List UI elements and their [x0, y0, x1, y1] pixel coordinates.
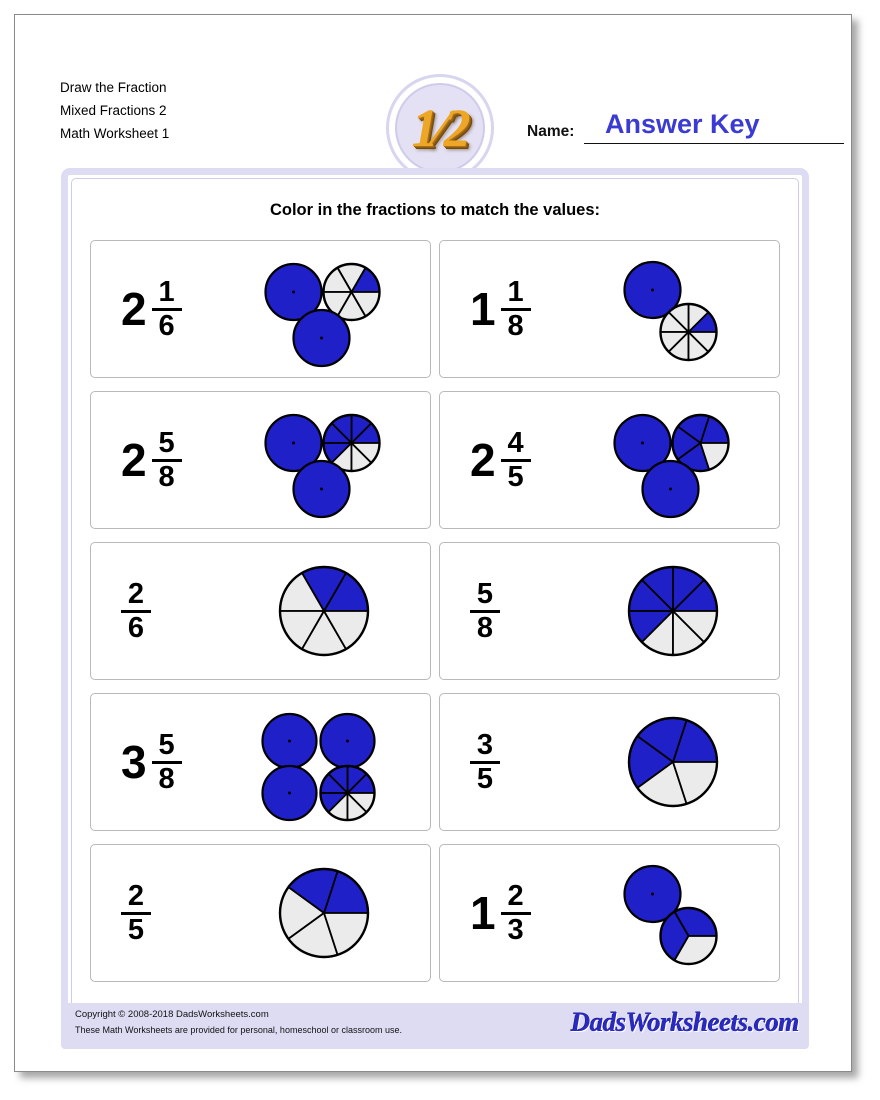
fraction-stack-6 [470, 579, 500, 644]
fraction-expression-1 [121, 241, 182, 377]
problem-cell-3[interactable] [90, 391, 431, 529]
numerator-7: 5 [158, 728, 175, 761]
numerator-6: 5 [476, 577, 494, 610]
half-fraction-logo-icon [386, 74, 494, 182]
shapes-area-10[interactable] [580, 845, 765, 981]
shapes-area-1[interactable] [231, 241, 416, 377]
whole-number-4: 2 [470, 434, 496, 486]
fraction-shapes-1 [231, 240, 416, 378]
whole-number-3: 2 [121, 434, 147, 486]
shapes-area-6[interactable] [580, 543, 765, 679]
fraction-expression-7 [121, 694, 182, 830]
problem-cell-2[interactable] [439, 240, 780, 378]
fraction-expression-6 [470, 543, 500, 679]
instructions-text: Color in the fractions to match the values: [269, 201, 601, 219]
usage-text: These Math Worksheets are provided for personal, homeschool or classroom use. [75, 1025, 402, 1035]
fraction-shapes-8 [580, 693, 765, 831]
problem-grid [90, 240, 780, 982]
fraction-shapes-4 [580, 391, 765, 529]
numerator-1: 1 [158, 275, 175, 308]
page-sheet [14, 14, 852, 1072]
numerator-9: 2 [127, 879, 145, 912]
fraction-expression-3 [121, 392, 182, 528]
problem-cell-1[interactable] [90, 240, 431, 378]
worksheet-footer [61, 1003, 809, 1049]
title-line-1: Draw the Fraction [60, 80, 167, 95]
shapes-area-7[interactable] [231, 694, 416, 830]
problem-cell-7[interactable] [90, 693, 431, 831]
problem-cell-4[interactable] [439, 391, 780, 529]
shapes-area-3[interactable] [231, 392, 416, 528]
denominator-9: 5 [127, 913, 145, 946]
denominator-6: 8 [476, 611, 494, 644]
shapes-area-4[interactable] [580, 392, 765, 528]
numerator-2: 1 [507, 275, 524, 308]
fraction-expression-2 [470, 241, 531, 377]
problem-cell-9[interactable] [90, 844, 431, 982]
name-underline [584, 143, 844, 144]
numerator-4: 4 [507, 426, 524, 459]
denominator-10: 3 [507, 913, 524, 946]
fraction-stack-5 [121, 579, 151, 644]
fraction-shapes-5 [231, 542, 416, 680]
denominator-5: 6 [127, 611, 145, 644]
shapes-area-5[interactable] [231, 543, 416, 679]
fraction-expression-8 [470, 694, 500, 830]
fraction-stack-9 [121, 881, 151, 946]
fraction-stack-10 [501, 881, 531, 946]
denominator-7: 8 [158, 762, 175, 795]
fraction-stack-8 [470, 730, 500, 795]
logo-half-glyph: 1⁄2 [411, 98, 469, 158]
numerator-10: 2 [507, 879, 524, 912]
fraction-expression-4 [470, 392, 531, 528]
answer-key-value: Answer Key [605, 109, 760, 139]
whole-number-2: 1 [470, 283, 496, 335]
problem-cell-5[interactable] [90, 542, 431, 680]
copyright-text: Copyright © 2008-2018 DadsWorksheets.com [75, 1009, 269, 1020]
whole-number-7: 3 [121, 736, 147, 788]
fraction-shapes-9 [231, 844, 416, 982]
problem-cell-10[interactable] [439, 844, 780, 982]
fraction-expression-5 [121, 543, 151, 679]
problem-cell-8[interactable] [439, 693, 780, 831]
fraction-shapes-7 [231, 693, 416, 831]
fraction-stack-3 [152, 428, 182, 493]
fraction-shapes-2 [580, 240, 765, 378]
denominator-4: 5 [507, 460, 524, 493]
title-line-3: Math Worksheet 1 [60, 126, 170, 141]
fraction-shapes-3 [231, 391, 416, 529]
numerator-3: 5 [158, 426, 175, 459]
problem-cell-6[interactable] [439, 542, 780, 680]
worksheet-header [15, 15, 853, 163]
fraction-expression-9 [121, 845, 151, 981]
fraction-stack-4 [501, 428, 531, 493]
worksheet-title-block [60, 76, 169, 145]
fraction-stack-1 [152, 277, 182, 342]
denominator-1: 6 [158, 309, 175, 342]
problems-panel [61, 168, 809, 1043]
fraction-expression-10 [470, 845, 531, 981]
numerator-5: 2 [127, 577, 145, 610]
denominator-8: 5 [476, 762, 494, 795]
denominator-2: 8 [507, 309, 524, 342]
denominator-3: 8 [158, 460, 175, 493]
whole-number-10: 1 [470, 887, 496, 939]
fraction-shapes-6 [580, 542, 765, 680]
fraction-stack-2 [501, 277, 531, 342]
fraction-shapes-10 [580, 844, 765, 982]
shapes-area-9[interactable] [231, 845, 416, 981]
name-field-row [527, 111, 827, 147]
shapes-area-8[interactable] [580, 694, 765, 830]
dadsworksheets-brand-logo: DadsWorksheets.com [570, 1007, 799, 1037]
fraction-stack-7 [152, 730, 182, 795]
whole-number-1: 2 [121, 283, 147, 335]
numerator-8: 3 [476, 728, 494, 761]
name-label: Name: [527, 123, 575, 140]
title-line-2: Mixed Fractions 2 [60, 103, 167, 118]
shapes-area-2[interactable] [580, 241, 765, 377]
